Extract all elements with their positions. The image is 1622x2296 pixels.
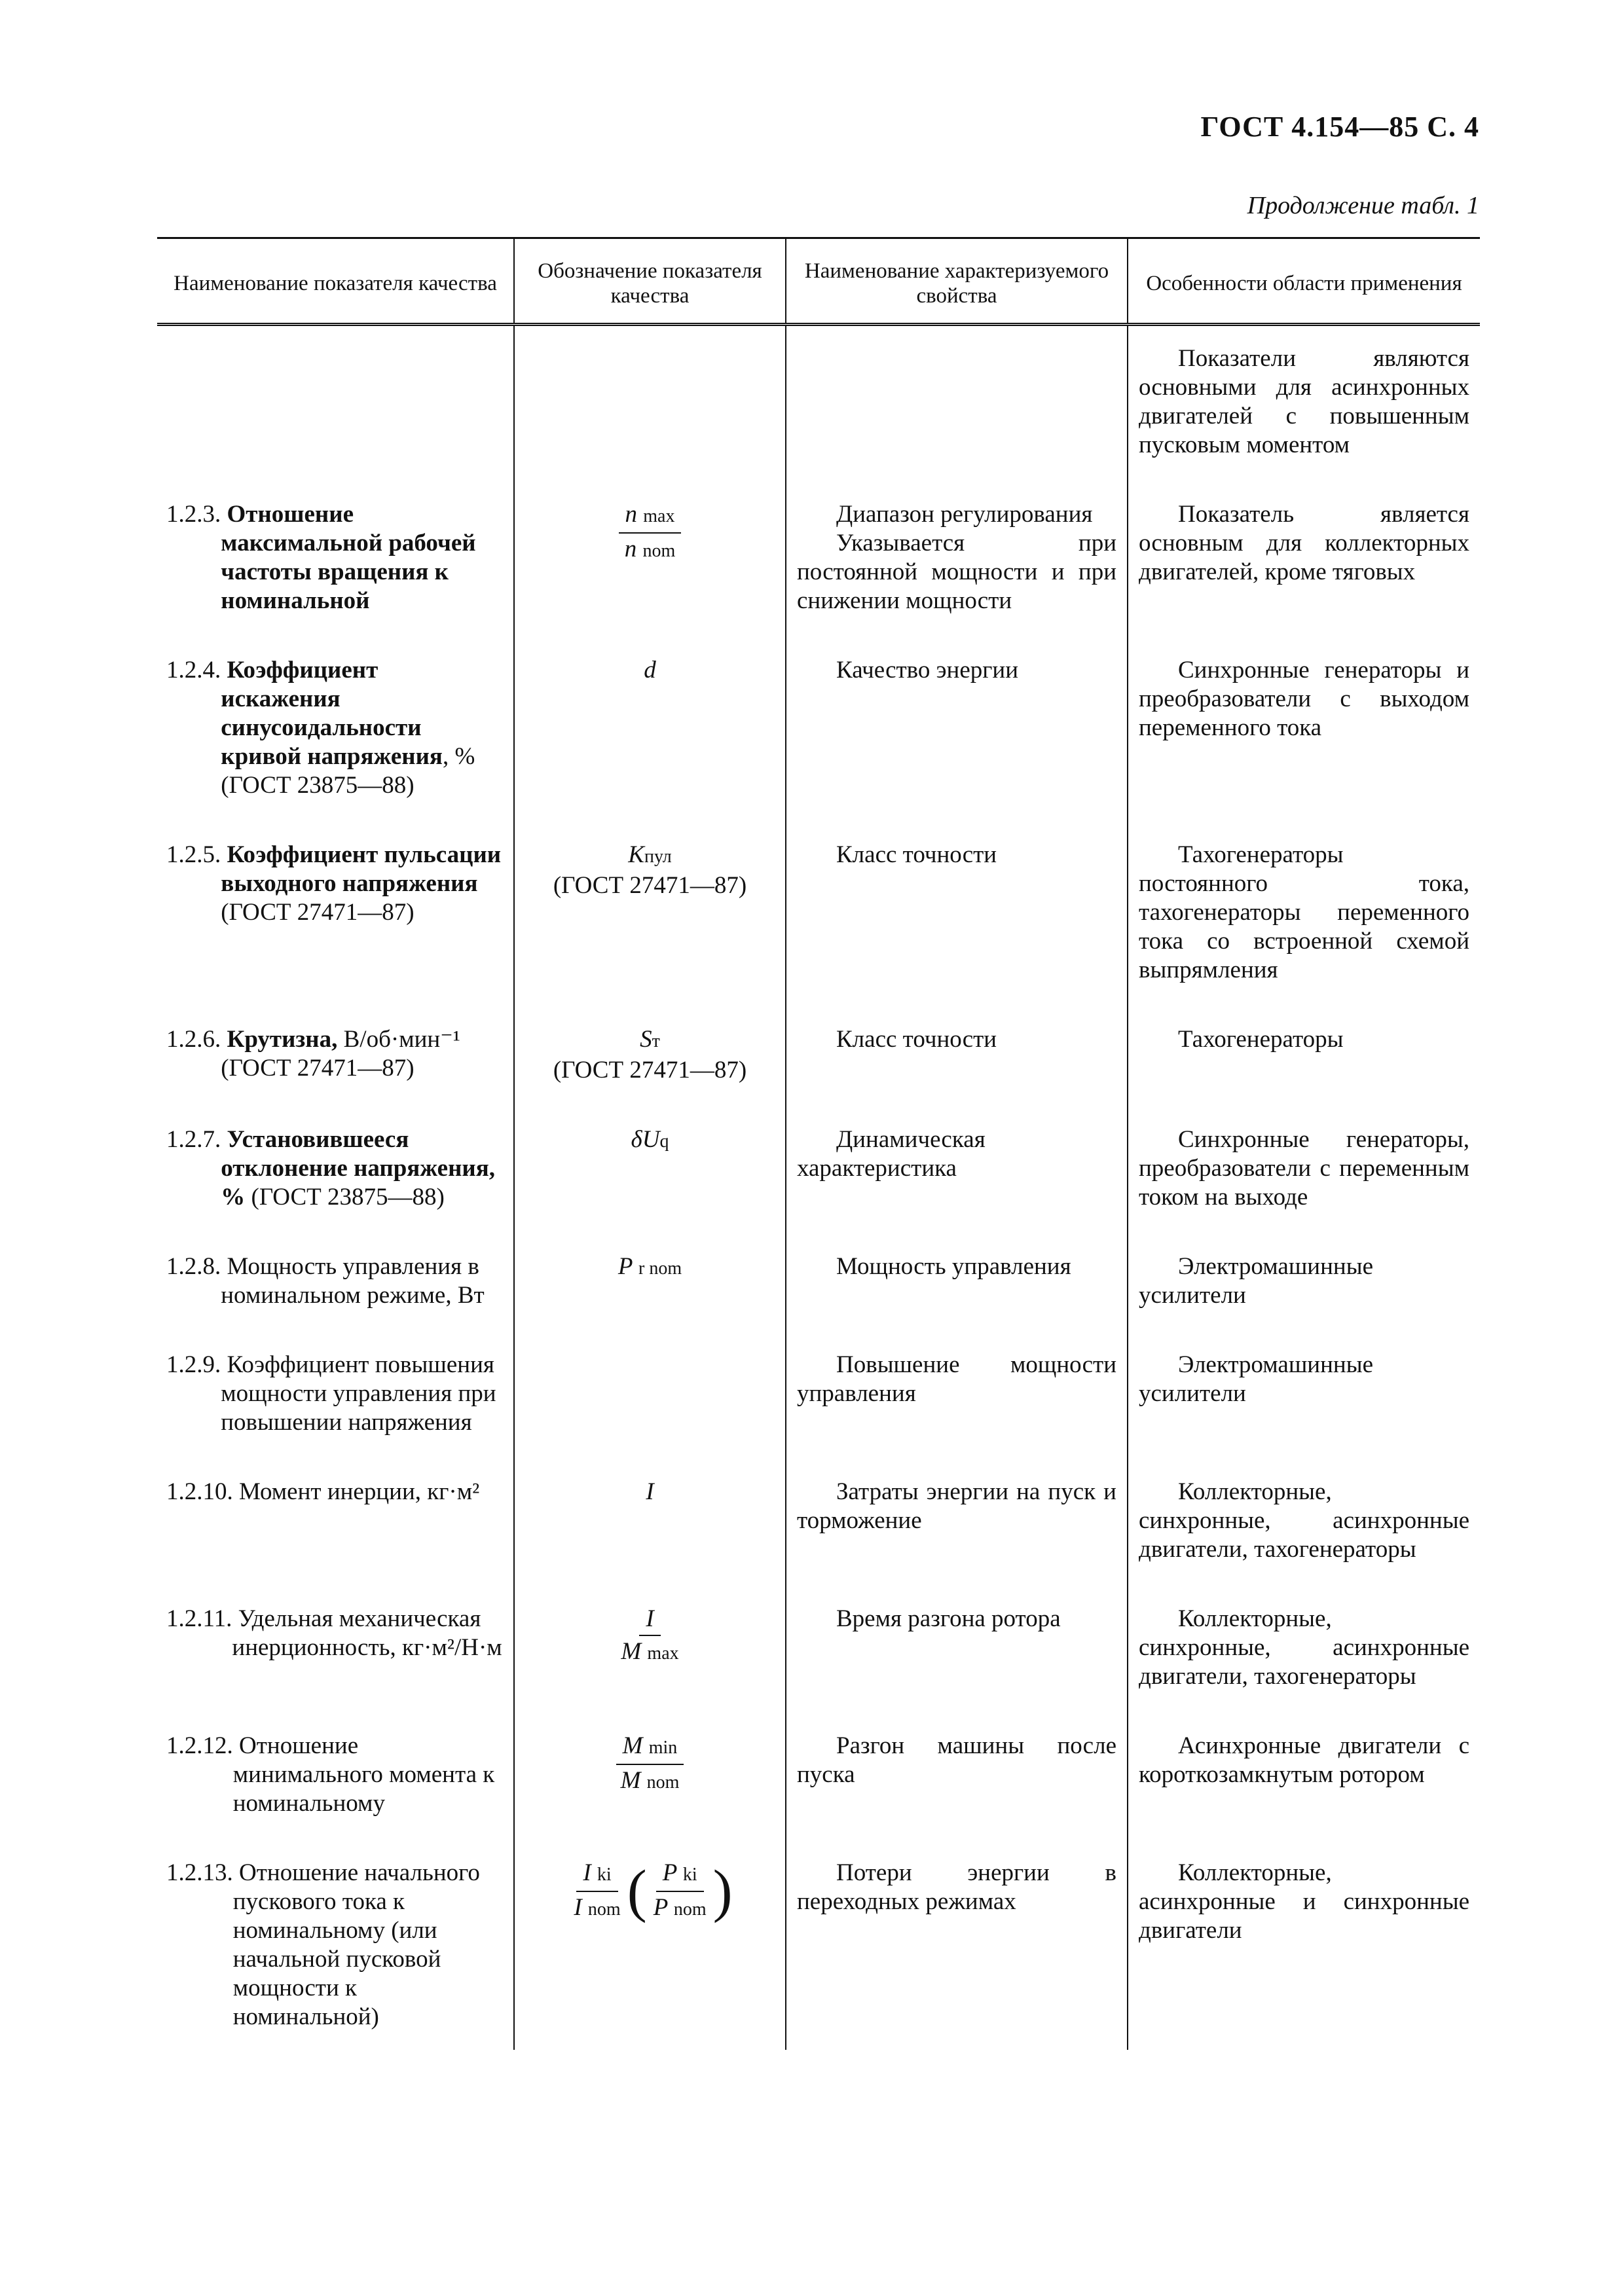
- symbol-fraction: $\frac{\text{M min}}{\text{M nom}}$: [614, 1732, 686, 1797]
- scope-cell: Тахогенераторы постоянного тока, тахогенераторы переменного тока со встроенной схемой выпрямления: [1128, 822, 1480, 1007]
- indicator-name-bold: Отношение максимальной рабочей частоты вращения к номинальной: [221, 501, 476, 614]
- symbol-fraction: $\frac{I}{\text{M max}}$: [621, 1605, 679, 1665]
- symbol-cell: Sт (ГОСТ 27471—87): [514, 1007, 786, 1107]
- item-number: 1.2.7.: [166, 1126, 221, 1153]
- table-row: 1.2.11. Удельная механическая инерционность, кг·м²/Н·м $\frac{I}{\text{M max}}$ Время разгона ротора Коллекторные, синхронные, асинхронные двигатели, тахогенераторы: [157, 1586, 1480, 1713]
- scope-cell: Синхронные генераторы, преобразователи с переменным током на выходе: [1128, 1107, 1480, 1234]
- quality-indicators-table: [157, 237, 1480, 2050]
- item-number: 1.2.4.: [166, 657, 221, 683]
- symbol-cell: [514, 482, 786, 638]
- symbol-cell: $\frac{\text{I ki}}{\text{I nom}}$ ( $\frac{\text{P ki}}{\text{P nom}}$ ): [514, 1840, 786, 2050]
- item-number: 1.2.10.: [166, 1478, 233, 1505]
- item-number: 1.2.8.: [166, 1253, 221, 1280]
- item-number: 1.2.3.: [166, 501, 221, 528]
- column-header-scope: Особенности области применения: [1128, 238, 1480, 325]
- table-row: 1.2.13. Отношение начального пускового тока к номинальному (или начальной пусковой мощности к номинальной) $\frac{\text{I ki}}{\text{I nom}}$ ( $\frac{\text{P ki}}{\text{P nom}}$ ) Потери энергии в переходных режимах Коллекторные, асинхронные и синхронные двигатели: [157, 1840, 1480, 2050]
- property-cell: Разгон машины после пуска: [786, 1713, 1128, 1840]
- scope-cell: Электромашинные усилители: [1128, 1234, 1480, 1332]
- property-cell: Время разгона ротора: [786, 1586, 1128, 1713]
- table-row: 1.2.7. Установившееся отклонение напряжения, % (ГОСТ 23875—88) δUq Динамическая характеристика Синхронные генераторы, преобразователи с переменным током на выходе: [157, 1107, 1480, 1234]
- item-number: 1.2.9.: [166, 1351, 221, 1378]
- property-cell: Потери энергии в переходных режимах: [786, 1840, 1128, 2050]
- symbol-cell: d: [514, 638, 786, 822]
- symbol-cell: [514, 1586, 786, 1713]
- item-number: 1.2.5.: [166, 841, 221, 868]
- property-cell: Мощность управления: [786, 1234, 1128, 1332]
- table-header-row: [157, 238, 1480, 325]
- table-row: 1.2.9. Коэффициент повышения мощности управления при повышении напряжения Повышение мощности управления Электромашинные усилители: [157, 1332, 1480, 1459]
- symbol-fraction: $\frac{\text{P ki}}{\text{P nom}}$: [653, 1859, 707, 1921]
- property-cell: Класс точности: [786, 822, 1128, 1007]
- table-row: 1.2.4. Коэффициент искажения синусоидальности кривой напряжения, % (ГОСТ 23875—88) d Качество энергии Синхронные генераторы и преобразователи с выходом переменного тока: [157, 638, 1480, 822]
- table-row: 1.2.10. Момент инерции, кг·м² I Затраты энергии на пуск и торможение Коллекторные, синхронные, асинхронные двигатели, тахогенераторы: [157, 1459, 1480, 1586]
- scope-cell: Коллекторные, синхронные, асинхронные двигатели, тахогенераторы: [1128, 1586, 1480, 1713]
- property-cell: Диапазон регулирования Указывается при постоянной мощности и при снижении мощности: [786, 482, 1128, 638]
- column-header-symbol: Обозначение показателя качества: [514, 238, 786, 325]
- item-number: 1.2.12.: [166, 1732, 233, 1759]
- symbol-cell: [514, 1332, 786, 1459]
- property-cell: Затраты энергии на пуск и торможение: [786, 1459, 1128, 1586]
- scope-cell: Асинхронные двигатели с короткозамкнутым ротором: [1128, 1713, 1480, 1840]
- table-row: [157, 482, 1480, 638]
- table-row: 1.2.12. Отношение минимального момента к номинальному $\frac{\text{M min}}{\text{M nom}}$ Разгон машины после пуска Асинхронные двигатели с короткозамкнутым ротором: [157, 1713, 1480, 1840]
- column-header-property: Наименование характеризуемого свойства: [786, 238, 1128, 325]
- property-cell: Класс точности: [786, 1007, 1128, 1107]
- scope-cell: Синхронные генераторы и преобразователи с выходом переменного тока: [1128, 638, 1480, 822]
- symbol-cell: I: [514, 1459, 786, 1586]
- property-cell: Динамическая характеристика: [786, 1107, 1128, 1234]
- item-number: 1.2.13.: [166, 1859, 233, 1886]
- column-header-name: Наименование показателя качества: [157, 238, 514, 325]
- table-row: 1.2.5. Коэффициент пульсации выходного напряжения (ГОСТ 27471—87) Kпул (ГОСТ 27471—87) Класс точности Тахогенераторы постоянного тока, тахогенераторы переменного тока со встроенной схемой выпрямления: [157, 822, 1480, 1007]
- scope-cell: Показатели являются основными для асинхронных двигателей с повышенным пусковым моментом: [1128, 325, 1480, 483]
- table-row: [157, 325, 1480, 483]
- symbol-cell: Kпул (ГОСТ 27471—87): [514, 822, 786, 1007]
- page-header: ГОСТ 4.154—85 С. 4: [1200, 111, 1479, 143]
- scope-cell: Коллекторные, синхронные, асинхронные двигатели, тахогенераторы: [1128, 1459, 1480, 1586]
- table-continuation-label: Продолжение табл. 1: [1247, 192, 1479, 219]
- property-cell: Повышение мощности управления: [786, 1332, 1128, 1459]
- symbol-fraction: $\frac{\text{I ki}}{\text{I nom}}$: [574, 1859, 621, 1921]
- scope-cell: Тахогенераторы: [1128, 1007, 1480, 1107]
- table-row: 1.2.6. Крутизна, В/об·мин⁻¹ (ГОСТ 27471—87) Sт (ГОСТ 27471—87) Класс точности Тахогенераторы: [157, 1007, 1480, 1107]
- symbol-fraction: $\frac{\text{n max}}{\text{n nom}}$: [618, 500, 682, 566]
- symbol-cell: δUq: [514, 1107, 786, 1234]
- scope-cell: Коллекторные, асинхронные и синхронные двигатели: [1128, 1840, 1480, 2050]
- scope-cell: Электромашинные усилители: [1128, 1332, 1480, 1459]
- item-number: 1.2.11.: [166, 1605, 232, 1632]
- table-row: 1.2.8. Мощность управления в номинальном режиме, Вт P r nom Мощность управления Электромашинные усилители: [157, 1234, 1480, 1332]
- symbol-cell: [514, 1713, 786, 1840]
- item-number: 1.2.6.: [166, 1026, 221, 1053]
- scope-cell: Показатель является основным для коллекторных двигателей, кроме тяговых: [1128, 482, 1480, 638]
- property-cell: Качество энергии: [786, 638, 1128, 822]
- symbol-cell: P r nom: [514, 1234, 786, 1332]
